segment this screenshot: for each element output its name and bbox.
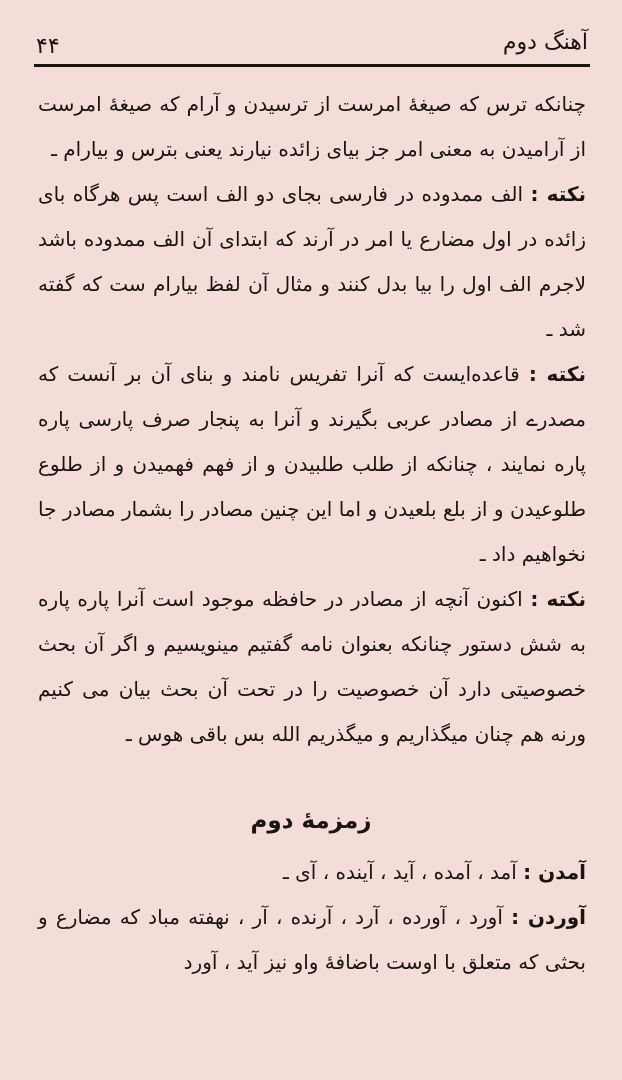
page-number: ۴۴ xyxy=(36,34,60,59)
entry-avardan xyxy=(38,895,586,985)
entries-text xyxy=(38,850,586,985)
entry-text: آورد ، آورده ، آرد ، آرنده ، آر ، نهفته مباد که مضارع و بحثی که متعلق با اوست باضافهٔ واو نیز آید ، آورد xyxy=(38,905,586,974)
entry-amadan xyxy=(38,850,586,895)
paragraph-text: قاعده‌ایست که آنرا تفریس نامند و بنای آن بر آنست که مصدرے از مصادر عربی بگیرند و آنرا به پنجار صرف پارسی پاره پاره نمایند ، چنانکه از طلب طلبیدن و از فهم فهمیدن و از طلوع طلوعیدن و از بلع بلعیدن و اما این چنین مصادر را بشمار مصادر جا نخواهیم داد ـ xyxy=(38,362,586,566)
note-keyword: نکته : xyxy=(530,587,586,611)
section-heading: زمزمهٔ دوم xyxy=(250,808,372,834)
header-rule xyxy=(34,64,590,67)
entry-keyword: آمدن : xyxy=(523,860,586,884)
note-keyword: نکته : xyxy=(528,362,586,386)
paragraph-note-2 xyxy=(38,352,586,577)
paragraph-note-3 xyxy=(38,577,586,757)
entry-keyword: آوردن : xyxy=(511,905,586,929)
paragraph-text: اکنون آنچه از مصادر در حافظه موجود است آنرا پاره پاره به شش دستور چنانکه بعنوان نامه گفتیم مینویسیم و اگر آن بحث خصوصیتی دارد آن خصوصیت را در تحت آن بحث بیان می کنیم ورنه هم چنان میگذاریم و میگذریم الله بس باقی هوس ـ xyxy=(38,587,586,746)
page-header xyxy=(36,30,588,64)
running-title: آهنگ دوم xyxy=(502,30,588,55)
paragraph-text: الف ممدوده در فارسی بجای دو الف است پس هرگاه بای زائده در اول مضارع یا امر در آرند که ابتدای آن الف ممدوده باشد لاجرم الف اول را بیا بدل کنند و مثال آن لفظ بیارام ست که گفته شد ـ xyxy=(38,182,586,341)
entry-text: آمد ، آمده ، آید ، آینده ، آی ـ xyxy=(282,860,524,884)
paragraph-text: چنانکه ترس که صیغهٔ امرست از ترسیدن و آرام که صیغهٔ امرست از آرامیدن به معنی امر جز بیای زائده نیارند یعنی بترس و بیارام ـ xyxy=(38,92,586,161)
note-keyword: نکته : xyxy=(530,182,586,206)
paragraph-note-1 xyxy=(38,172,586,352)
main-text xyxy=(38,82,586,757)
paragraph-intro xyxy=(38,82,586,172)
